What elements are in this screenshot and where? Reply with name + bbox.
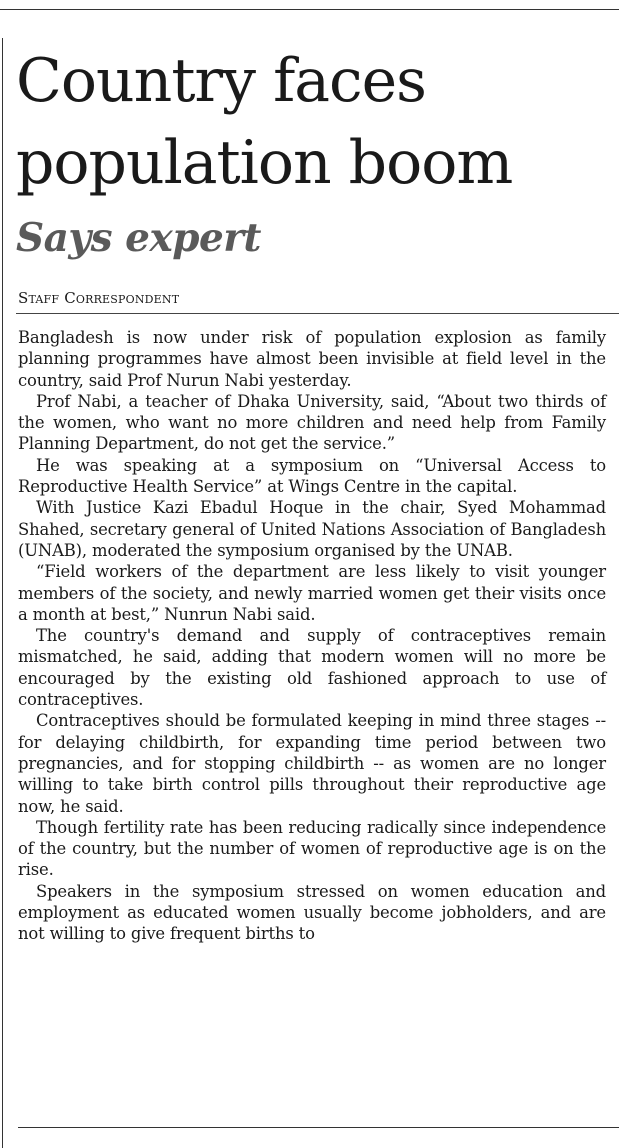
paragraph-5: “Field workers of the department are less likely to visit younger members of the society, and newly married women get their visits once a month at best,” Nunrun Nabi said.	[18, 562, 606, 624]
left-column-rule	[2, 38, 3, 1148]
bottom-rule	[18, 1127, 619, 1128]
top-rule	[0, 9, 619, 10]
paragraph-1: Bangladesh is now under risk of population explosion as family planning programmes have almost been invisible at field level in the country, said Prof Nurun Nabi yesterday.	[18, 328, 606, 390]
headline-line-2: population boom	[16, 128, 513, 198]
article-body	[18, 327, 606, 945]
headline	[16, 40, 616, 204]
byline-rule	[16, 313, 619, 314]
paragraph-6: The country's demand and supply of contraceptives remain mismatched, he said, adding that modern women will no more be encouraged by the existing old fashioned approach to use of contraceptives.	[18, 626, 606, 710]
byline: Staff Correspondent	[18, 289, 180, 307]
kicker-subheadline: Says expert	[16, 215, 261, 261]
headline-line-1: Country faces	[16, 46, 426, 116]
paragraph-8: Though fertility rate has been reducing radically since independence of the country, but the number of women of reproductive age is on the rise.	[18, 817, 606, 880]
paragraph-4: With Justice Kazi Ebadul Hoque in the chair, Syed Mohammad Shahed, secretary general of United Nations Association of Bangladesh (UNAB), moderated the symposium organised by the UNAB.	[18, 498, 606, 560]
paragraph-9: Speakers in the symposium stressed on women education and employment as educated women usually become jobholders, and are not willing to give frequent births to	[18, 881, 606, 944]
paragraph-7: Contraceptives should be formulated keeping in mind three stages -- for delaying childbirth, for expanding time period between two pregnancies, and for stopping childbirth -- as women are no longer willing to take birth control pills throughout their reproductive age now, he said.	[18, 711, 606, 816]
paragraph-3: He was speaking at a symposium on “Universal Access to Reproductive Health Service” at Wings Centre in the capital.	[18, 455, 606, 497]
paragraph-2: Prof Nabi, a teacher of Dhaka University, said, “About two thirds of the women, who want no more children and need help from Family Planning Department, do not get the service.”	[18, 391, 606, 454]
